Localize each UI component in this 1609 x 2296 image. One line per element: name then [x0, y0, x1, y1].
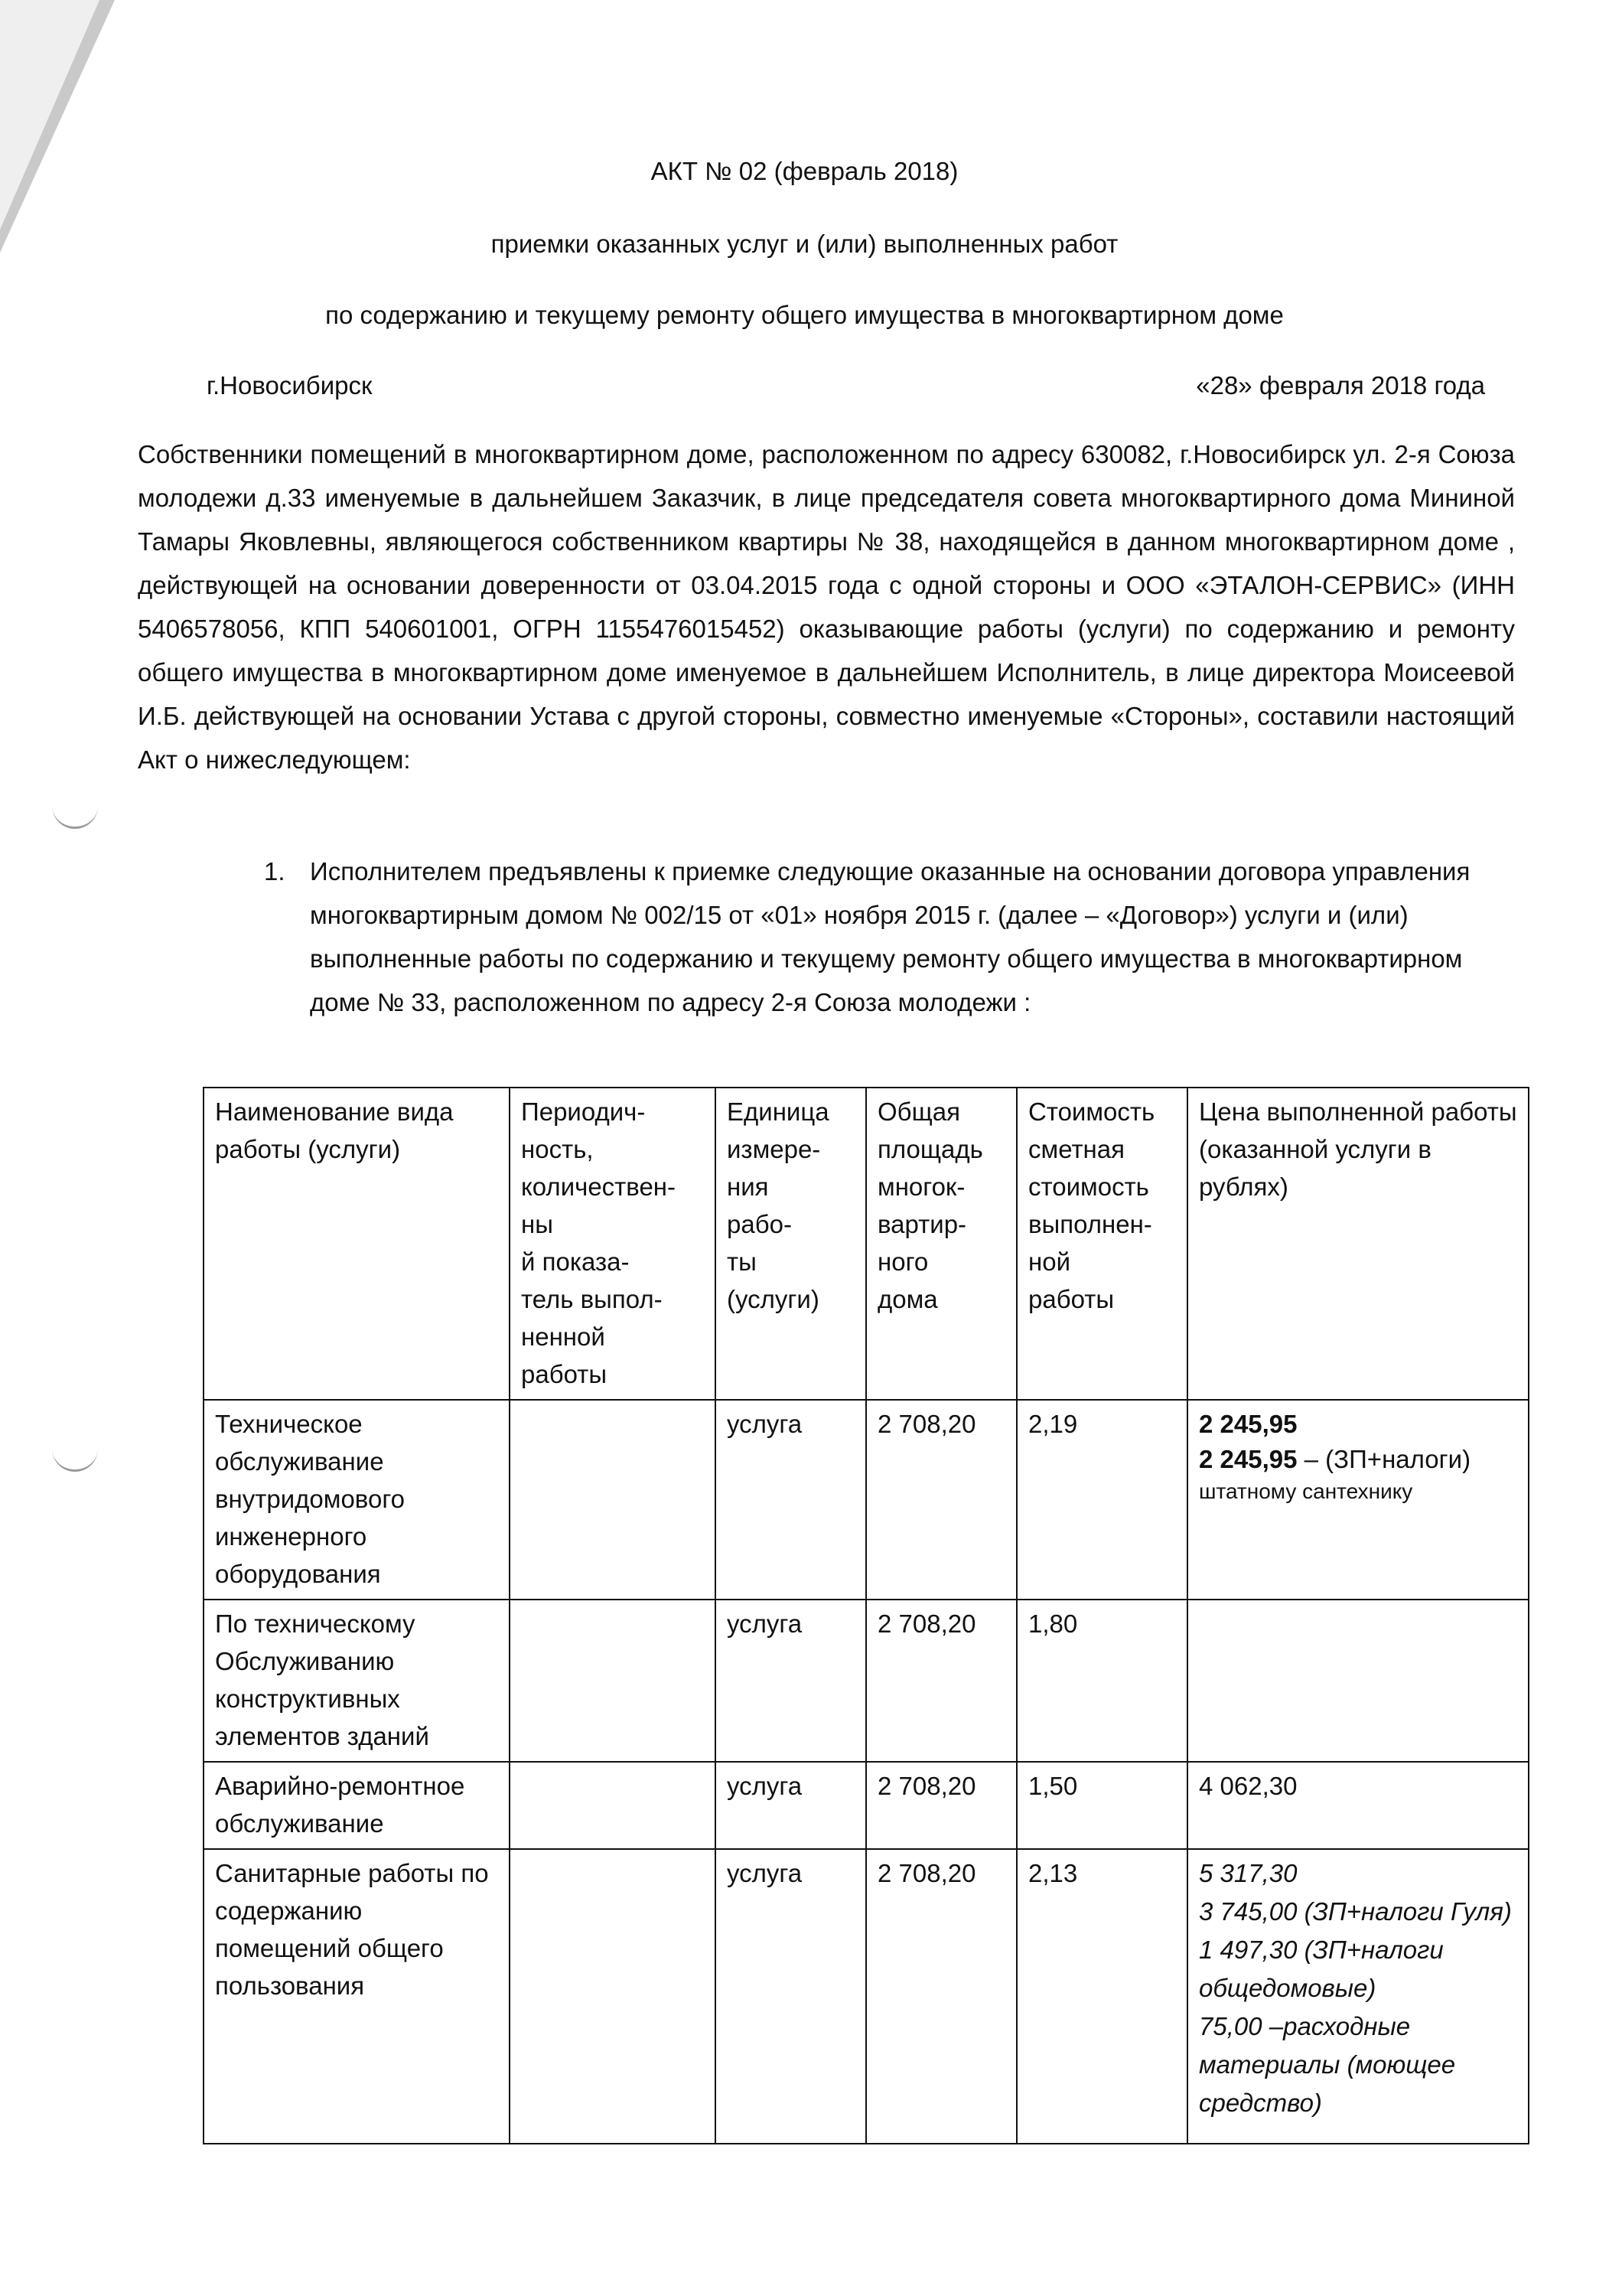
cell-area: 2 708,20: [866, 1849, 1017, 2144]
cell-periodicity: [510, 1400, 715, 1600]
table-row: [204, 1849, 1529, 2144]
header-work-name: Наименование вида работы (услуги): [204, 1088, 510, 1400]
price-sub-label: – (ЗП+налоги): [1297, 1445, 1471, 1473]
act-title: АКТ № 02 (февраль 2018): [650, 157, 959, 185]
price-total: 2 245,95: [1199, 1410, 1298, 1438]
header-unit: Единица измере- ния рабо- ты (услуги): [715, 1088, 866, 1400]
cell-unit: услуга: [715, 1400, 866, 1600]
cell-work-name: Аварийно-ремонтное обслуживание: [204, 1762, 510, 1849]
cell-work-name: Санитарные работы по содержанию помещений общего пользования: [204, 1849, 510, 2144]
list-number: 1.: [264, 857, 285, 885]
act-date: «28» февраля 2018 года: [1196, 371, 1485, 400]
price-sub-amount: 2 245,95: [1199, 1445, 1298, 1473]
cell-price: [1187, 1400, 1529, 1600]
punch-hole-mark: [52, 1439, 98, 1472]
cell-periodicity: [510, 1849, 715, 2144]
scan-corner-fold: [0, 0, 99, 230]
table-header-row: [204, 1088, 1529, 1400]
cell-periodicity: [510, 1600, 715, 1762]
cell-cost: 2,13: [1017, 1849, 1187, 2144]
act-subtitle: приемки оказанных услуг и (или) выполненных работ: [490, 230, 1119, 258]
list-text: Исполнителем предъявлены к приемке следующие оказанные на основании договора управления многоквартирным домом № 002/15 от «01» ноября 2015 г. (далее – «Договор») услуги и (или) выполненные работы по содержанию и текущему ремонту общего имущества в многоквартирном доме № 33, расположенном по адресу 2-я Союза молодежи :: [310, 857, 1471, 1016]
header-area: Общая площадь многок- вартир- ного дома: [866, 1088, 1017, 1400]
cell-area: 2 708,20: [866, 1762, 1017, 1849]
cell-periodicity: [510, 1762, 715, 1849]
header-price: Цена выполненной работы (оказанной услуги в рублях): [1187, 1088, 1529, 1400]
cell-area: 2 708,20: [866, 1600, 1017, 1762]
price-note: штатному сантехнику: [1199, 1479, 1413, 1503]
punch-hole-mark: [52, 796, 98, 829]
cell-unit: услуга: [715, 1600, 866, 1762]
cell-work-name: По техническому Обслуживанию конструктивных элементов зданий: [204, 1600, 510, 1762]
table-row: [204, 1762, 1529, 1849]
works-table: [203, 1087, 1529, 2144]
act-city: г.Новосибирск: [207, 371, 373, 400]
cell-price: 4 062,30: [1187, 1762, 1529, 1849]
cell-work-name: Техническое обслуживание внутридомового инженерного оборудования: [204, 1400, 510, 1600]
cell-price: [1187, 1600, 1529, 1762]
header-periodicity: Периодич- ность, количествен- ны й показа- тель выпол- ненной работы: [510, 1088, 715, 1400]
price-breakdown: [1199, 1443, 1519, 1476]
table-row: [204, 1600, 1529, 1762]
header-cost: Стоимость сметная стоимость выполнен- ной работы: [1017, 1088, 1187, 1400]
cell-area: 2 708,20: [866, 1400, 1017, 1600]
cell-cost: 1,80: [1017, 1600, 1187, 1762]
act-subject: по содержанию и текущему ремонту общего имущества в многоквартирном доме: [325, 301, 1284, 329]
cell-cost: 1,50: [1017, 1762, 1187, 1849]
cell-price: 5 317,30 3 745,00 (ЗП+налоги Гуля) 1 497,30 (ЗП+налоги общедомовые) 75,00 –расходные материалы (моющее средство): [1187, 1849, 1529, 2144]
intro-paragraph: Собственники помещений в многоквартирном доме, расположенном по адресу 630082, г.Новосибирск ул. 2-я Союза молодежи д.33 именуемые в дальнейшем Заказчик, в лице председателя совета многоквартирного дома Мининой Тамары Яковлевны, являющегося собственником квартиры № 38, находящейся в данном многоквартирном доме , действующей на основании доверенности от 03.04.2015 года с одной стороны и ООО «ЭТАЛОН-СЕРВИС» (ИНН 5406578056, КПП 540601001, ОГРН 1155476015452) оказывающие работы (услуги) по содержанию и ремонту общего имущества в многоквартирном доме именуемое в дальнейшем Исполнитель, в лице директора Моисеевой И.Б. действующей на основании Устава с другой стороны, совместно именуемые «Стороны», составили настоящий Акт о нижеследующем:: [138, 440, 1515, 774]
cell-unit: услуга: [715, 1849, 866, 2144]
cell-unit: услуга: [715, 1762, 866, 1849]
cell-cost: 2,19: [1017, 1400, 1187, 1600]
table-row: [204, 1400, 1529, 1600]
